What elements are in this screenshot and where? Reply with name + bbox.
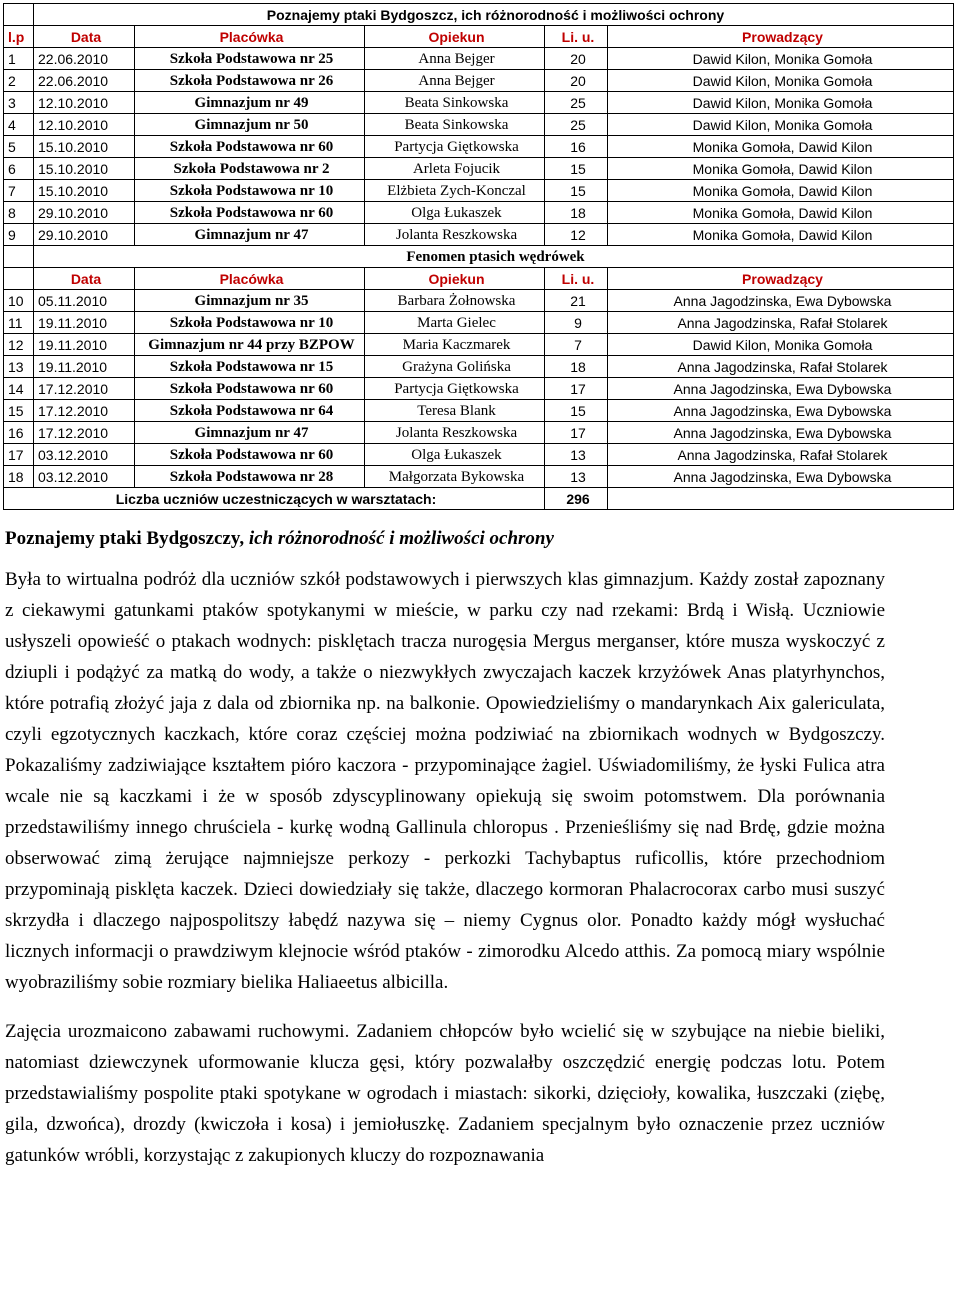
cell-count: 20: [545, 48, 608, 70]
cell-guardian: Barbara Żołnowska: [365, 290, 545, 312]
cell-place: Szkoła Podstawowa nr 25: [135, 48, 365, 70]
cell-leaders: Dawid Kilon, Monika Gomoła: [608, 92, 954, 114]
cell-count: 13: [545, 466, 608, 488]
cell-guardian: Grażyna Golińska: [365, 356, 545, 378]
cell-lp: 15: [4, 400, 34, 422]
workshop-table: [3, 3, 954, 510]
cell-date: 17.12.2010: [34, 400, 135, 422]
cell-lp: 16: [4, 422, 34, 444]
cell-place: Szkoła Podstawowa nr 28: [135, 466, 365, 488]
table-row: [4, 48, 954, 70]
header2-date: Data: [34, 268, 135, 290]
header-row-1: [4, 26, 954, 48]
total-value: 296: [545, 488, 608, 510]
cell-leaders: Monika Gomoła, Dawid Kilon: [608, 224, 954, 246]
cell-place: Szkoła Podstawowa nr 10: [135, 180, 365, 202]
cell-date: 05.11.2010: [34, 290, 135, 312]
cell-guardian: Beata Sinkowska: [365, 92, 545, 114]
cell-guardian: Olga Łukaszek: [365, 444, 545, 466]
cell-date: 12.10.2010: [34, 92, 135, 114]
cell-lp: 14: [4, 378, 34, 400]
heading-plain: Poznajemy ptaki Bydgoszczy,: [5, 528, 249, 549]
table-row: [4, 92, 954, 114]
cell-leaders: Anna Jagodzinska, Rafał Stolarek: [608, 444, 954, 466]
cell-leaders: Anna Jagodzinska, Rafał Stolarek: [608, 312, 954, 334]
header2-count: Li. u.: [545, 268, 608, 290]
header-guardian: Opiekun: [365, 26, 545, 48]
table-row: [4, 466, 954, 488]
cell-place: Gimnazjum nr 35: [135, 290, 365, 312]
table-row: [4, 114, 954, 136]
cell-place: Gimnazjum nr 44 przy BZPOW: [135, 334, 365, 356]
cell-lp: 10: [4, 290, 34, 312]
table-row: [4, 224, 954, 246]
section2-title: Fenomen ptasich wędrówek: [34, 246, 954, 268]
cell-date: 29.10.2010: [34, 202, 135, 224]
cell-count: 25: [545, 92, 608, 114]
cell-leaders: Anna Jagodzinska, Ewa Dybowska: [608, 422, 954, 444]
cell-count: 17: [545, 422, 608, 444]
header2-place: Placówka: [135, 268, 365, 290]
table-row: [4, 400, 954, 422]
cell-lp: 5: [4, 136, 34, 158]
cell-place: Szkoła Podstawowa nr 60: [135, 444, 365, 466]
cell-guardian: Olga Łukaszek: [365, 202, 545, 224]
cell-place: Gimnazjum nr 47: [135, 422, 365, 444]
cell-guardian: Jolanta Reszkowska: [365, 422, 545, 444]
header2-leaders: Prowadzący: [608, 268, 954, 290]
cell-date: 17.12.2010: [34, 378, 135, 400]
cell-date: 03.12.2010: [34, 444, 135, 466]
table-row: [4, 334, 954, 356]
cell-leaders: Monika Gomoła, Dawid Kilon: [608, 136, 954, 158]
cell-lp: 17: [4, 444, 34, 466]
cell-leaders: Anna Jagodzinska, Ewa Dybowska: [608, 290, 954, 312]
cell-leaders: Dawid Kilon, Monika Gomoła: [608, 334, 954, 356]
article-paragraph-1: Była to wirtualna podróż dla uczniów szkół podstawowych i pierwszych klas gimnazjum. Każdy został zapoznany z ciekawymi gatunkami ptaków spotykanymi w mieście, w parku czy nad rzekami: Brdą i Wisłą. Uczniowie usłyszeli opowieść o ptakach wodnych: pisklętach tracza nurogęsia Mergus merganser, które musza wyskoczyć z dziupli i podążyć za matką do wody, a także o niezwykłych zwyczajach kaczek krzyżówek Anas platyrhynchos, które potrafią złożyć jaja z dala od zbiornika np. na balkonie. Opowiedzieliśmy o mandarynkach Aix galericulata, czyli egzotycznych kaczkach, które coraz częściej można podziwiać na zbiornikach wodnych w Bydgoszczy. Pokazaliśmy zadziwiające kształtem pióro kaczora - przypominające żagiel. Uświadomiliśmy, że łyski Fulica atra wcale nie są kaczkami i że w sposób zdyscyplinowany opiekują się swoim potomstwem. Dla porównania przedstawiliśmy innego chruściela - kurkę wodną Gallinula chloropus . Przenieśliśmy się nad Brdę, gdzie można obserwować zimą żerujące najmniejsze perkozy - perkozki Tachybaptus ruficollis, które przechodniom przypominają pisklęta kaczek. Dzieci dowiedziały się także, dlaczego kormoran Phalacrocorax carbo musi suszyć skrzydła i dlaczego najpospolitszy łabędź nazywa się – niemy Cygnus olor. Ponadto każdy mógł wysłuchać licznych informacji o prawdziwym klejnocie wśród ptaków - zimorodku Alcedo atthis. Za pomocą miary wspólnie wyobraziliśmy sobie rozmiary bielika Haliaeetus albicilla.: [5, 569, 885, 993]
cell-count: 9: [545, 312, 608, 334]
cell-date: 15.10.2010: [34, 158, 135, 180]
cell-count: 15: [545, 158, 608, 180]
cell-leaders: Dawid Kilon, Monika Gomoła: [608, 114, 954, 136]
cell-lp: 1: [4, 48, 34, 70]
cell-lp: 6: [4, 158, 34, 180]
cell-guardian: Anna Bejger: [365, 48, 545, 70]
cell-place: Gimnazjum nr 50: [135, 114, 365, 136]
cell-leaders: Monika Gomoła, Dawid Kilon: [608, 158, 954, 180]
cell-place: Gimnazjum nr 49: [135, 92, 365, 114]
cell-leaders: Monika Gomoła, Dawid Kilon: [608, 202, 954, 224]
total-label: Liczba uczniów uczestniczących w warsztatach:: [4, 488, 545, 510]
cell-leaders: Anna Jagodzinska, Ewa Dybowska: [608, 378, 954, 400]
cell-leaders: Dawid Kilon, Monika Gomoła: [608, 48, 954, 70]
cell-guardian: Partycja Giętkowska: [365, 136, 545, 158]
cell-lp: 18: [4, 466, 34, 488]
cell-date: 22.06.2010: [34, 70, 135, 92]
cell-lp: 2: [4, 70, 34, 92]
header-lp: l.p: [4, 26, 34, 48]
table-row: [4, 444, 954, 466]
cell-date: 17.12.2010: [34, 422, 135, 444]
cell-guardian: Arleta Fojucik: [365, 158, 545, 180]
cell-date: 19.11.2010: [34, 334, 135, 356]
cell-place: Szkoła Podstawowa nr 2: [135, 158, 365, 180]
cell-guardian: Jolanta Reszkowska: [365, 224, 545, 246]
cell-place: Szkoła Podstawowa nr 26: [135, 70, 365, 92]
cell-leaders: Monika Gomoła, Dawid Kilon: [608, 180, 954, 202]
table-row: [4, 356, 954, 378]
table-row: [4, 422, 954, 444]
cell-guardian: Elżbieta Zych-Konczal: [365, 180, 545, 202]
header-row-2: [4, 268, 954, 290]
cell-lp: 4: [4, 114, 34, 136]
cell-date: 03.12.2010: [34, 466, 135, 488]
table-title: Poznajemy ptaki Bydgoszcz, ich różnorodność i możliwości ochrony: [34, 4, 954, 26]
cell-place: Szkoła Podstawowa nr 60: [135, 378, 365, 400]
table-row: [4, 136, 954, 158]
header-place: Placówka: [135, 26, 365, 48]
cell-date: 22.06.2010: [34, 48, 135, 70]
table-row: [4, 202, 954, 224]
header-count: Li. u.: [545, 26, 608, 48]
cell-date: 12.10.2010: [34, 114, 135, 136]
cell-place: Szkoła Podstawowa nr 64: [135, 400, 365, 422]
cell-guardian: Partycja Giętkowska: [365, 378, 545, 400]
cell-count: 15: [545, 400, 608, 422]
cell-leaders: Anna Jagodzinska, Ewa Dybowska: [608, 466, 954, 488]
table-row: [4, 290, 954, 312]
cell-date: 29.10.2010: [34, 224, 135, 246]
table-row: [4, 180, 954, 202]
header2-guardian: Opiekun: [365, 268, 545, 290]
table-row: [4, 70, 954, 92]
cell-date: 19.11.2010: [34, 356, 135, 378]
table-row: [4, 158, 954, 180]
cell-count: 18: [545, 202, 608, 224]
cell-guardian: Marta Gielec: [365, 312, 545, 334]
cell-count: 7: [545, 334, 608, 356]
cell-guardian: Maria Kaczmarek: [365, 334, 545, 356]
cell-count: 18: [545, 356, 608, 378]
heading-italic: ich różnorodność i możliwości ochrony: [248, 528, 554, 549]
section2-title-row: [4, 246, 954, 268]
cell-guardian: Małgorzata Bykowska: [365, 466, 545, 488]
article-paragraph-2: Zajęcia urozmaicono zabawami ruchowymi. Zadaniem chłopców było wcielić się w szybujące na niebie bieliki, natomiast dziewczynek uformowanie klucza gęsi, który pozwalałby oszczędzić energię podczas lotu. Potem przedstawialiśmy pospolite ptaki spotykane w ogrodach i miastach: sikorki, dzięcioły, kowalika, łuszczaki (ziębę, gila, dzwońca), drozdy (kwiczoła i kosa) i jemiołuszkę. Zadaniem specjalnym było oznaczenie przez uczniów gatunków wróbli, korzystając z zakupionych kluczy do rozpoznawania: [5, 1021, 885, 1166]
cell-count: 17: [545, 378, 608, 400]
cell-count: 20: [545, 70, 608, 92]
cell-count: 13: [545, 444, 608, 466]
cell-place: Szkoła Podstawowa nr 60: [135, 136, 365, 158]
cell-lp: 13: [4, 356, 34, 378]
cell-lp: 12: [4, 334, 34, 356]
cell-place: Szkoła Podstawowa nr 15: [135, 356, 365, 378]
cell-guardian: Teresa Blank: [365, 400, 545, 422]
cell-guardian: Beata Sinkowska: [365, 114, 545, 136]
table-row: [4, 378, 954, 400]
table-title-row: [4, 4, 954, 26]
cell-date: 15.10.2010: [34, 136, 135, 158]
cell-lp: 7: [4, 180, 34, 202]
cell-lp: 8: [4, 202, 34, 224]
cell-lp: 11: [4, 312, 34, 334]
cell-lp: 9: [4, 224, 34, 246]
cell-place: Szkoła Podstawowa nr 60: [135, 202, 365, 224]
cell-count: 21: [545, 290, 608, 312]
cell-leaders: Dawid Kilon, Monika Gomoła: [608, 70, 954, 92]
cell-place: Szkoła Podstawowa nr 10: [135, 312, 365, 334]
header-leaders: Prowadzący: [608, 26, 954, 48]
total-row: [4, 488, 954, 510]
article: [5, 526, 885, 1171]
cell-guardian: Anna Bejger: [365, 70, 545, 92]
cell-place: Gimnazjum nr 47: [135, 224, 365, 246]
cell-count: 25: [545, 114, 608, 136]
cell-leaders: Anna Jagodzinska, Ewa Dybowska: [608, 400, 954, 422]
table-row: [4, 312, 954, 334]
cell-lp: 3: [4, 92, 34, 114]
cell-date: 19.11.2010: [34, 312, 135, 334]
header-date: Data: [34, 26, 135, 48]
cell-leaders: Anna Jagodzinska, Rafał Stolarek: [608, 356, 954, 378]
cell-count: 15: [545, 180, 608, 202]
cell-count: 12: [545, 224, 608, 246]
cell-count: 16: [545, 136, 608, 158]
article-heading: [5, 526, 885, 552]
cell-date: 15.10.2010: [34, 180, 135, 202]
